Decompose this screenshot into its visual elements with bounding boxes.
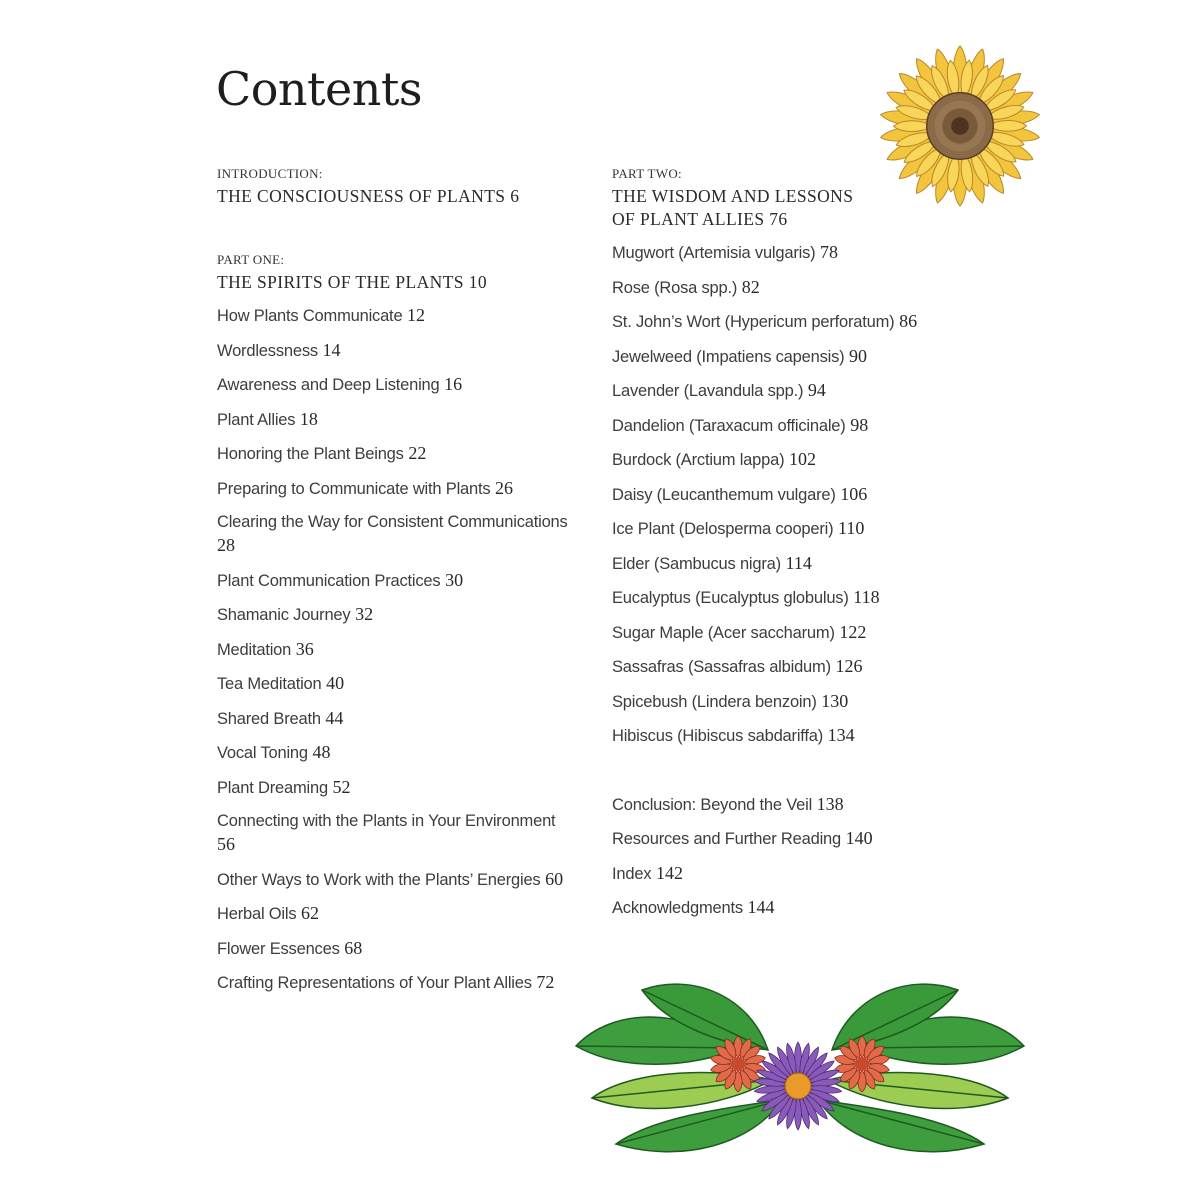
entry-label: Sassafras (Sassafras albidum) xyxy=(612,658,831,676)
entry-page-number: 48 xyxy=(312,742,331,762)
part-two-entry[interactable] xyxy=(612,724,992,748)
part-two-page: 76 xyxy=(769,209,788,229)
entry-page-number: 18 xyxy=(299,408,318,429)
entry-label: Vocal Toning xyxy=(217,744,308,762)
part-one-entry[interactable] xyxy=(217,741,577,765)
part-one-entry[interactable] xyxy=(217,868,577,892)
part-one-entry[interactable] xyxy=(217,408,577,432)
entry-page-number: 72 xyxy=(536,972,555,992)
floral-leaves-illustration xyxy=(572,968,1028,1170)
part-one-entry[interactable] xyxy=(217,638,577,662)
entry-page-number: 114 xyxy=(785,552,812,573)
entry-page-number: 56 xyxy=(217,834,235,854)
entry-page-number: 90 xyxy=(849,345,868,366)
entry-page-number: 130 xyxy=(821,690,849,711)
entry-label: Shared Breath xyxy=(217,709,321,728)
entry-label: Daisy (Leucanthemum vulgare) xyxy=(612,485,836,504)
introduction-page: 6 xyxy=(510,186,520,206)
entry-label: Wordlessness xyxy=(217,341,318,360)
entry-label: Plant Dreaming xyxy=(217,778,328,797)
part-one-entry[interactable] xyxy=(217,902,577,926)
part-one-title-text: THE SPIRITS OF THE PLANTS xyxy=(217,272,464,292)
entry-page-number: 28 xyxy=(217,535,235,555)
entry-label: Other Ways to Work with the Plants’ Energies xyxy=(217,870,541,889)
entry-label: Shamanic Journey xyxy=(217,606,351,624)
part-one-entry[interactable] xyxy=(217,776,577,800)
entry-label: Connecting with the Plants in Your Environment xyxy=(217,812,556,830)
entry-page-number: 98 xyxy=(850,414,869,435)
entry-page-number: 78 xyxy=(820,242,839,262)
entry-label: Herbal Oils xyxy=(217,905,297,923)
entry-page-number: 62 xyxy=(301,903,319,923)
entry-page-number: 82 xyxy=(741,276,760,297)
part-one-entry[interactable] xyxy=(217,569,577,593)
entry-label: How Plants Communicate xyxy=(217,307,403,325)
part-two-entry[interactable] xyxy=(612,310,992,334)
entry-label: Flower Essences xyxy=(217,939,340,958)
part-two-entry[interactable] xyxy=(612,690,992,714)
entry-page-number: 86 xyxy=(899,311,918,331)
part-one-entry[interactable] xyxy=(217,373,577,397)
part-one-entry[interactable] xyxy=(217,603,577,627)
entry-page-number: 138 xyxy=(816,793,844,814)
part-one-entry[interactable] xyxy=(217,672,577,696)
part-two-title-line1: THE WISDOM AND LESSONS xyxy=(612,186,854,206)
section-spacer xyxy=(612,759,992,793)
part-one-entry[interactable] xyxy=(217,810,577,857)
part-one-entry[interactable] xyxy=(217,937,577,961)
back-matter-entry[interactable] xyxy=(612,896,992,920)
entry-label: Index xyxy=(612,864,652,883)
entry-label: Lavender (Lavandula spp.) xyxy=(612,382,804,400)
entry-label: Mugwort (Artemisia vulgaris) xyxy=(612,244,816,262)
entry-label: Resources and Further Reading xyxy=(612,830,841,848)
back-matter-entry[interactable] xyxy=(612,827,992,851)
entry-page-number: 14 xyxy=(322,339,341,360)
entry-page-number: 94 xyxy=(807,380,826,400)
entry-page-number: 142 xyxy=(655,862,683,883)
introduction-title-text: THE CONSCIOUSNESS OF PLANTS xyxy=(217,186,506,206)
entry-page-number: 118 xyxy=(853,587,880,607)
part-one-page: 10 xyxy=(468,272,488,292)
toc-left-column xyxy=(217,166,577,1006)
part-two-entry[interactable] xyxy=(612,345,992,369)
entry-label: Tea Meditation xyxy=(217,675,322,693)
entry-page-number: 102 xyxy=(788,449,816,469)
entry-page-number: 12 xyxy=(407,305,426,325)
toc-right-column xyxy=(612,166,992,931)
part-two-entry[interactable] xyxy=(612,621,992,645)
back-matter-entries xyxy=(612,793,992,921)
part-one-entry[interactable] xyxy=(217,707,577,731)
part-one-entry[interactable] xyxy=(217,971,577,995)
part-two-title[interactable] xyxy=(612,185,992,231)
entry-label: Hibiscus (Hibiscus sabdariffa) xyxy=(612,727,824,745)
entry-label: Rose (Rosa spp.) xyxy=(612,278,738,297)
part-two-title-line2: OF PLANT ALLIES xyxy=(612,209,765,229)
part-two-entry[interactable] xyxy=(612,276,992,300)
part-two-entry[interactable] xyxy=(612,655,992,679)
part-one-entry[interactable] xyxy=(217,477,577,501)
entry-page-number: 134 xyxy=(827,725,855,745)
part-two-entry[interactable] xyxy=(612,552,992,576)
entry-page-number: 44 xyxy=(325,707,344,728)
part-two-entry[interactable] xyxy=(612,517,992,541)
entry-page-number: 52 xyxy=(332,776,351,797)
part-two-entry[interactable] xyxy=(612,379,992,403)
part-two-entries xyxy=(612,241,992,748)
entry-label: Clearing the Way for Consistent Communications xyxy=(217,513,568,531)
entry-label: Awareness and Deep Listening xyxy=(217,376,440,394)
entry-page-number: 32 xyxy=(355,604,374,624)
introduction-label: INTRODUCTION: xyxy=(217,166,323,181)
part-two-label: PART TWO: xyxy=(612,166,682,181)
entry-page-number: 122 xyxy=(839,621,867,642)
part-one-entry[interactable] xyxy=(217,304,577,328)
entry-page-number: 26 xyxy=(495,477,514,498)
entry-page-number: 22 xyxy=(408,443,427,463)
entry-label: Sugar Maple (Acer saccharum) xyxy=(612,623,835,642)
entry-page-number: 16 xyxy=(444,374,463,394)
entry-page-number: 36 xyxy=(295,638,314,659)
entry-label: Elder (Sambucus nigra) xyxy=(612,554,781,573)
entry-label: Plant Communication Practices xyxy=(217,571,441,590)
entry-label: Acknowledgments xyxy=(612,899,743,917)
part-two-entry[interactable] xyxy=(612,448,992,472)
part-two-entry[interactable] xyxy=(612,241,992,265)
entry-page-number: 60 xyxy=(545,868,564,889)
entry-label: Dandelion (Taraxacum officinale) xyxy=(612,416,846,435)
part-one-entry[interactable] xyxy=(217,511,577,558)
back-matter-entry[interactable] xyxy=(612,793,992,817)
entry-page-number: 140 xyxy=(845,828,873,848)
toc-part-one xyxy=(217,252,577,995)
part-two-entry[interactable] xyxy=(612,483,992,507)
introduction-title[interactable] xyxy=(217,185,577,208)
part-one-entries xyxy=(217,304,577,995)
entry-label: Meditation xyxy=(217,640,292,659)
back-matter-entry[interactable] xyxy=(612,862,992,886)
entry-label: Preparing to Communicate with Plants xyxy=(217,479,491,498)
entry-page-number: 30 xyxy=(445,569,464,590)
part-one-entry[interactable] xyxy=(217,442,577,466)
part-one-entry[interactable] xyxy=(217,339,577,363)
entry-label: Honoring the Plant Beings xyxy=(217,445,404,463)
entry-page-number: 126 xyxy=(835,656,863,676)
part-two-entry[interactable] xyxy=(612,586,992,610)
part-one-title[interactable] xyxy=(217,271,577,294)
page-title: Contents xyxy=(216,62,422,116)
entry-page-number: 40 xyxy=(326,673,345,693)
toc-part-two xyxy=(612,166,992,748)
entry-label: Plant Allies xyxy=(217,410,296,429)
entry-page-number: 106 xyxy=(840,483,868,504)
entry-page-number: 110 xyxy=(838,518,865,538)
entry-page-number: 144 xyxy=(747,897,775,917)
part-two-entry[interactable] xyxy=(612,414,992,438)
entry-label: Burdock (Arctium lappa) xyxy=(612,451,785,469)
entry-label: Crafting Representations of Your Plant Allies xyxy=(217,974,532,992)
entry-label: Conclusion: Beyond the Veil xyxy=(612,795,813,814)
entry-page-number: 68 xyxy=(344,937,363,958)
entry-label: Spicebush (Lindera benzoin) xyxy=(612,692,817,711)
entry-label: Ice Plant (Delosperma cooperi) xyxy=(612,520,834,538)
entry-label: Jewelweed (Impatiens capensis) xyxy=(612,347,845,366)
toc-introduction xyxy=(217,166,577,208)
entry-label: Eucalyptus (Eucalyptus globulus) xyxy=(612,589,849,607)
part-one-label: PART ONE: xyxy=(217,252,285,267)
entry-label: St. John’s Wort (Hypericum perforatum) xyxy=(612,313,895,331)
